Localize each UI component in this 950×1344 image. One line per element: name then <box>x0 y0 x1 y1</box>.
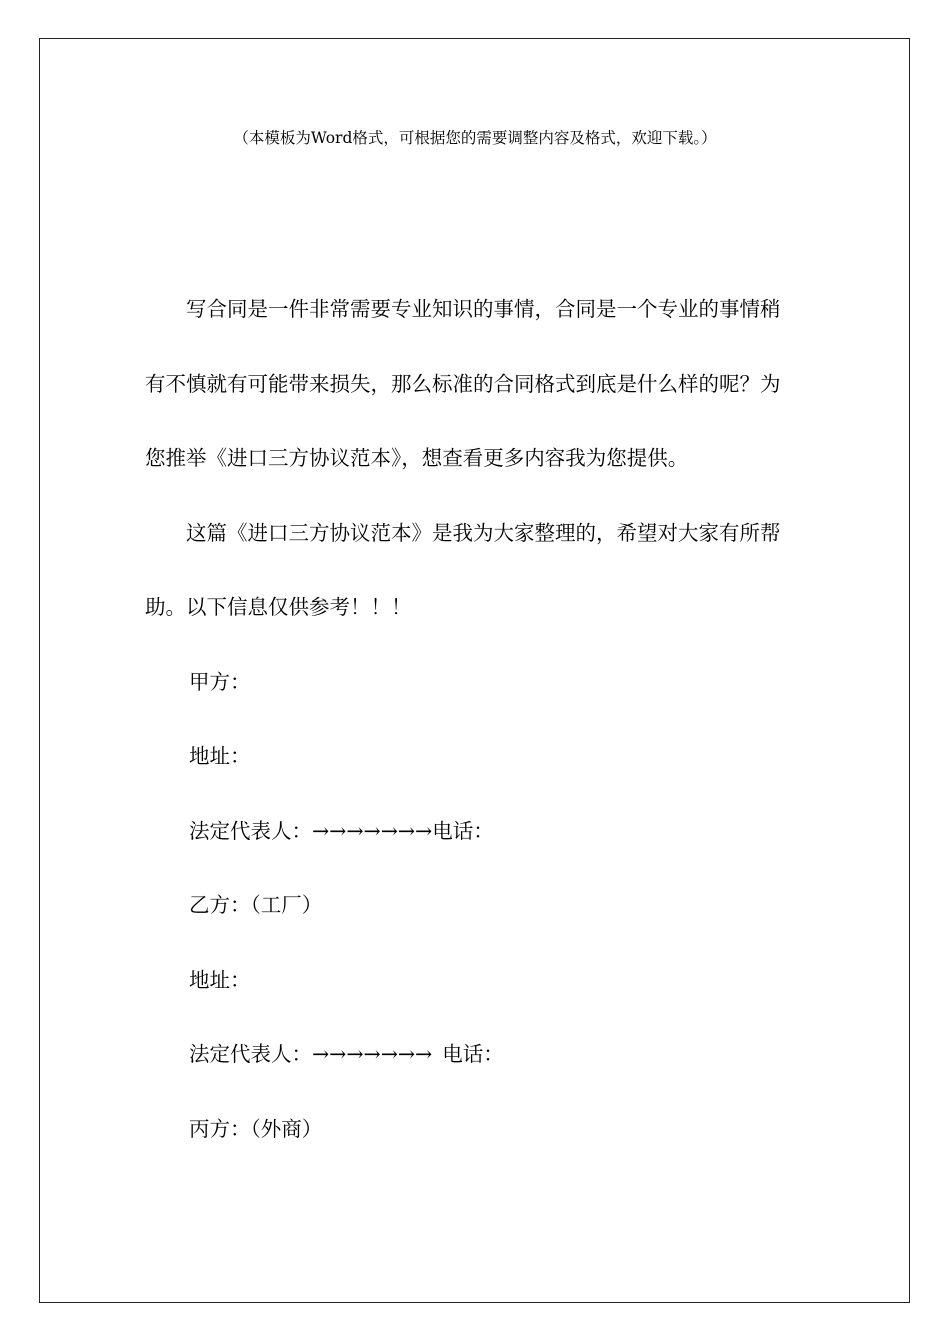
party-c-label: 丙方：（外商） <box>189 1116 323 1141</box>
party-b-phone-label: 电话： <box>442 1042 504 1066</box>
intro-paragraph: 写合同是一件非常需要专业知识的事情，合同是一个专业的事情稍有不慎就有可能带来损失，那么标准的合同格式到底是什么样的呢？为您推举《进口三方协议范本》，想查看更多内容我为您提供。 <box>145 297 781 470</box>
party-a-representative-blank: →→→→→→→ <box>312 818 433 843</box>
party-b-representative-blank: →→→→→→→ <box>312 1042 433 1066</box>
party-b-label: 乙方：（工厂） <box>189 893 323 917</box>
party-a-address: 地址： <box>189 744 251 768</box>
party-b-representative <box>145 1017 795 1092</box>
party-a-representative <box>145 794 795 869</box>
party-b-address: 地址： <box>189 967 251 992</box>
template-note: （本模板为Word格式，可根据您的需要调整内容及格式，欢迎下载。） <box>233 129 717 147</box>
party-b-representative-label: 法定代表人： <box>189 1042 312 1066</box>
second-paragraph: 这篇《进口三方协议范本》是我为大家整理的，希望对大家有所帮助。以下信息仅供参考！！！ <box>145 520 781 619</box>
party-a-label: 甲方： <box>189 669 251 694</box>
party-a-phone-label: 电话： <box>432 818 494 843</box>
document-body <box>145 272 795 1166</box>
party-a-representative-label: 法定代表人： <box>189 818 312 843</box>
